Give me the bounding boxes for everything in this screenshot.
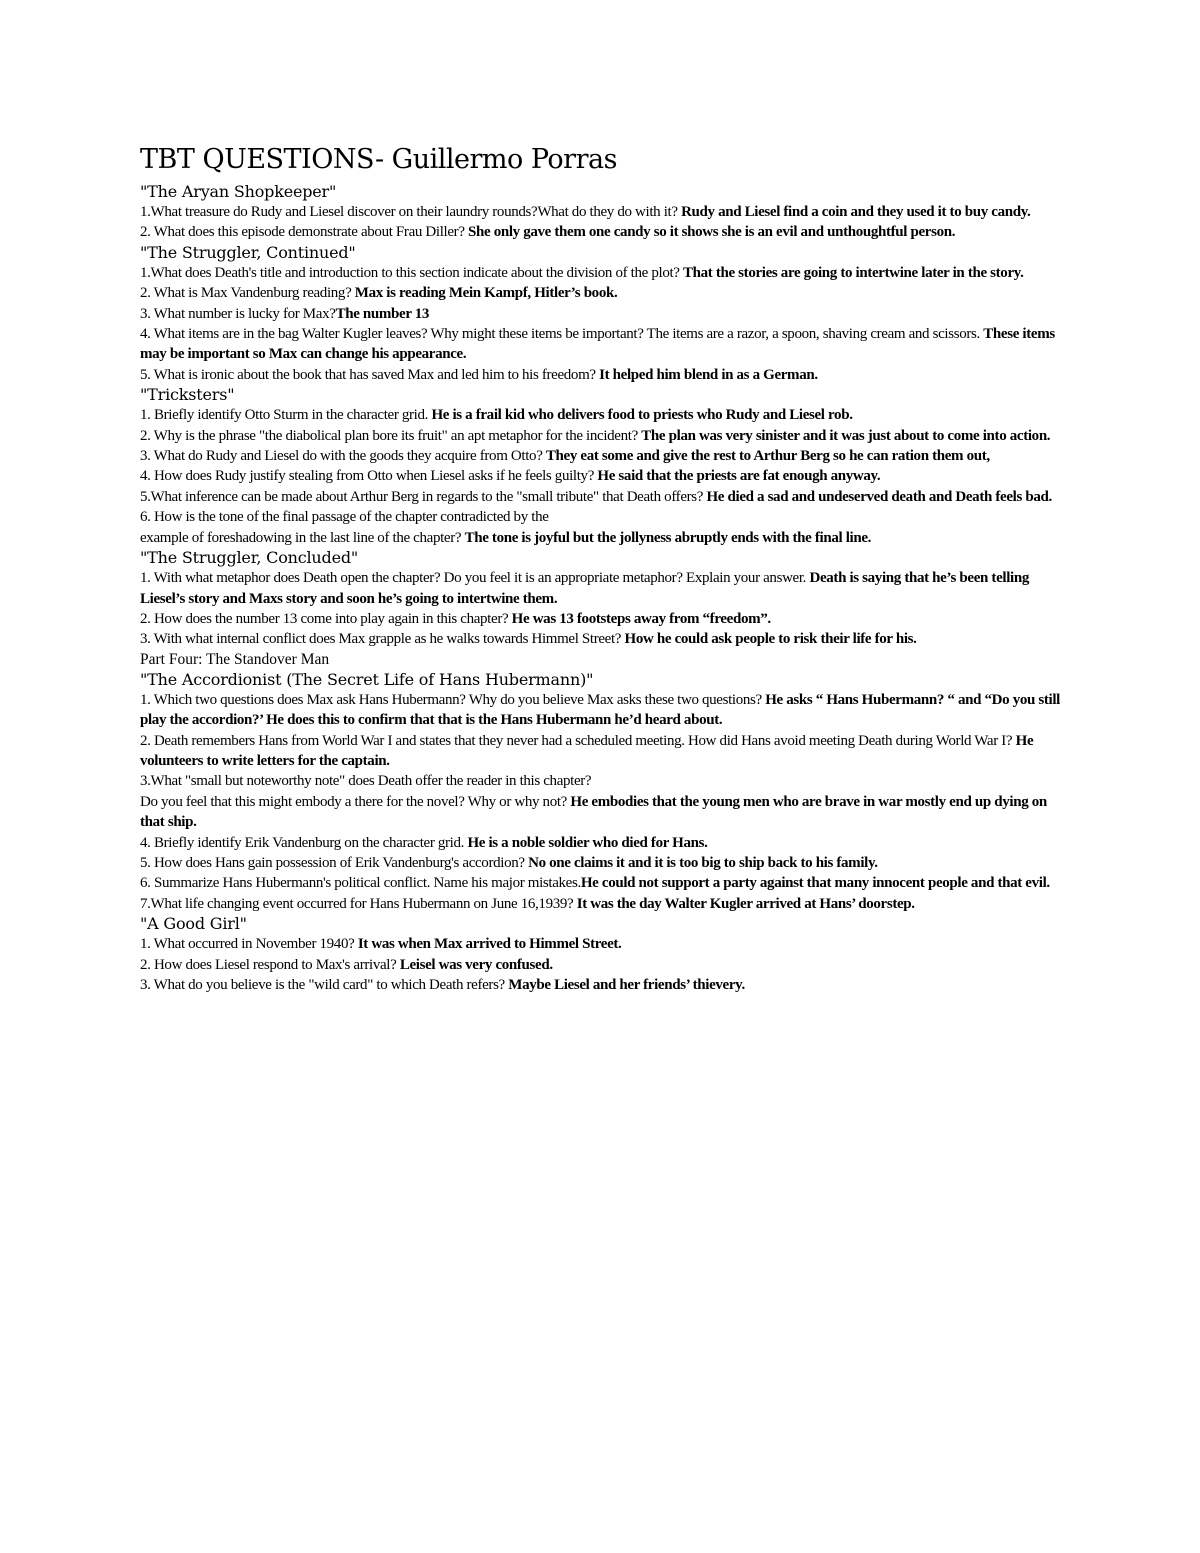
question-text: 3. What number is lucky for Max? bbox=[140, 305, 336, 322]
answer-text: He asks “ Hans Hubermann? “ and “Do you still play the accordion?’ He does this to confirm that that is the Hans Hubermann he’d heard about. bbox=[140, 691, 1060, 729]
question-answer bbox=[140, 507, 1060, 527]
answer-text: They eat some and give the rest to Arthur Berg so he can ration them out, bbox=[545, 448, 990, 465]
question-text: 2. How does the number 13 come into play again in this chapter? bbox=[140, 610, 512, 627]
question-answer bbox=[140, 222, 1060, 242]
question-text: 1.What treasure do Rudy and Liesel discover on their laundry rounds?What do they do with it? bbox=[140, 204, 682, 220]
question-answer bbox=[140, 365, 1060, 385]
answer-text: It was when Max arrived to Himmel Street. bbox=[357, 936, 622, 953]
answer-text: Leisel was very confused. bbox=[399, 956, 553, 973]
answer-text: Max is reading Mein Kampf, Hitler’s book. bbox=[354, 285, 618, 302]
question-answer bbox=[140, 487, 1060, 507]
question-text: 2. How does Liesel respond to Max's arrival? bbox=[140, 956, 400, 973]
question-text: 1. Which two questions does Max ask Hans Hubermann? Why do you believe Max asks these two questions? bbox=[140, 691, 766, 708]
question-answer bbox=[140, 426, 1060, 446]
question-text: 4. Briefly identify Erik Vandenburg on the character grid. bbox=[140, 834, 468, 851]
answer-text: How he could ask people to risk their life for his. bbox=[624, 631, 917, 648]
answer-text: The tone is joyful but the jollyness abruptly ends with the final line. bbox=[464, 529, 872, 546]
question-text: 7.What life changing event occurred for Hans Hubermann on June 16,1939? bbox=[140, 895, 577, 912]
section-heading: "A Good Girl" bbox=[140, 914, 247, 934]
question-text: 1. What occurred in November 1940? bbox=[140, 936, 358, 953]
section-heading: "The Struggler, Continued" bbox=[140, 242, 356, 262]
answer-text: Rudy and Liesel find a coin and they used it to buy candy. bbox=[681, 204, 1031, 220]
section-heading: "Tricksters" bbox=[140, 385, 235, 405]
question-answer bbox=[140, 466, 1060, 486]
question-answer bbox=[140, 609, 1060, 629]
question-text: 1. Briefly identify Otto Sturm in the character grid. bbox=[140, 407, 432, 424]
question-text: 2. What is Max Vandenburg reading? bbox=[140, 285, 355, 302]
question-text: 3. What do you believe is the "wild card" to which Death refers? bbox=[140, 977, 509, 993]
answer-text: Death is saying that he’s been telling Liesel’s story and Maxs story and soon he’s going to intertwine them. bbox=[140, 570, 1029, 607]
question-answer bbox=[140, 263, 1060, 283]
answer-text: He died a sad and undeserved death and Death feels bad. bbox=[706, 488, 1052, 505]
question-answer bbox=[140, 690, 1060, 731]
answer-text: These items may be important so Max can change his appearance. bbox=[140, 326, 1055, 363]
answer-text: He embodies that the young men who are brave in war mostly end up dying on that ship. bbox=[140, 793, 1047, 831]
question-answer bbox=[140, 568, 1060, 609]
answer-text: No one claims it and it is too big to ship back to his family. bbox=[528, 854, 878, 871]
question-text: 4. What items are in the bag Walter Kugler leaves? Why might these items be important? The items are a razor, a spoon, shaving cream and scissors. bbox=[140, 326, 984, 343]
question-answer bbox=[140, 324, 1060, 365]
document-title: TBT QUESTIONS- Guillermo Porras bbox=[140, 144, 617, 175]
question-answer bbox=[140, 405, 1060, 425]
question-answer bbox=[140, 934, 1060, 954]
answer-text: It helped him blend in as a German. bbox=[599, 366, 818, 383]
question-text: 3. What do Rudy and Liesel do with the goods they acquire from Otto? bbox=[140, 448, 546, 465]
question-answer bbox=[140, 894, 1060, 914]
section-heading: "The Aryan Shopkeeper" bbox=[140, 182, 337, 201]
part-title: Part Four: The Standover Man bbox=[140, 650, 330, 668]
question-text: 5. What is ironic about the book that has saved Max and led him to his freedom? bbox=[140, 366, 600, 383]
question-text: 2. What does this episode demonstrate about Frau Diller? bbox=[140, 224, 469, 241]
question-answer bbox=[140, 731, 1060, 772]
question-text: 2. Death remembers Hans from World War I and states that they never had a scheduled meeting. How did Hans avoid meeting Death during World War I? bbox=[140, 732, 1016, 749]
question-answer bbox=[140, 202, 1060, 222]
question-text: example of foreshadowing in the last line of the chapter? bbox=[140, 529, 465, 546]
question-answer bbox=[140, 955, 1060, 975]
question-answer bbox=[140, 528, 1060, 548]
answer-text: She only gave them one candy so it shows she is an evil and unthoughtful person. bbox=[468, 224, 956, 241]
question-text: 6. How is the tone of the final passage of the chapter contradicted by the bbox=[140, 509, 549, 526]
question-text: 6. Summarize Hans Hubermann's political conflict. Name his major mistakes. bbox=[140, 875, 581, 892]
document-body bbox=[140, 182, 1060, 995]
answer-text: He is a frail kid who delivers food to priests who Rudy and Liesel rob. bbox=[431, 407, 853, 424]
question-text: 1.What does Death's title and introduction to this section indicate about the division of the plot? bbox=[140, 264, 683, 281]
question-text: 1. With what metaphor does Death open the chapter? Do you feel it is an appropriate metaphor? Explain your answer. bbox=[140, 570, 810, 587]
question-text: 2. Why is the phrase "the diabolical plan bore its fruit" an apt metaphor for the incident? bbox=[140, 427, 642, 444]
question-answer bbox=[140, 283, 1060, 303]
answer-text: He was 13 footsteps away from “freedom”. bbox=[511, 610, 771, 627]
question-answer bbox=[140, 975, 1060, 995]
answer-text: The number 13 bbox=[335, 305, 430, 322]
answer-text: He is a noble soldier who died for Hans. bbox=[467, 834, 708, 851]
question-answer bbox=[140, 853, 1060, 873]
question-text: 5.What inference can be made about Arthur Berg in regards to the "small tribute" that Death offers? bbox=[140, 488, 707, 505]
answer-text: Maybe Liesel and her friends’ thievery. bbox=[508, 977, 745, 993]
question-answer bbox=[140, 833, 1060, 853]
question-text: 3. With what internal conflict does Max grapple as he walks towards Himmel Street? bbox=[140, 631, 625, 648]
answer-text: He said that the priests are fat enough anyway. bbox=[597, 468, 881, 485]
question-answer bbox=[140, 304, 1060, 324]
answer-text: He volunteers to write letters for the captain. bbox=[140, 732, 1034, 769]
answer-text: The plan was very sinister and it was just about to come into action. bbox=[641, 427, 1051, 444]
section-heading: "The Accordionist (The Secret Life of Hans Hubermann)" bbox=[140, 669, 594, 689]
question-answer bbox=[140, 446, 1060, 466]
section-heading: "The Struggler, Concluded" bbox=[140, 548, 359, 568]
question-answer bbox=[140, 771, 1060, 791]
question-text: 5. How does Hans gain possession of Erik Vandenburg's accordion? bbox=[140, 854, 529, 871]
answer-text: It was the day Walter Kugler arrived at Hans’ doorstep. bbox=[576, 895, 915, 912]
question-answer bbox=[140, 873, 1060, 893]
question-answer bbox=[140, 629, 1060, 649]
question-text: Do you feel that this might embody a there for the novel? Why or why not? bbox=[140, 793, 571, 810]
question-text: 4. How does Rudy justify stealing from Otto when Liesel asks if he feels guilty? bbox=[140, 468, 598, 485]
answer-text: That the stories are going to intertwine later in the story. bbox=[683, 264, 1024, 281]
question-answer bbox=[140, 792, 1060, 833]
answer-text: He could not support a party against that many innocent people and that evil. bbox=[580, 875, 1050, 892]
question-text: 3.What "small but noteworthy note" does Death offer the reader in this chapter? bbox=[140, 773, 592, 790]
